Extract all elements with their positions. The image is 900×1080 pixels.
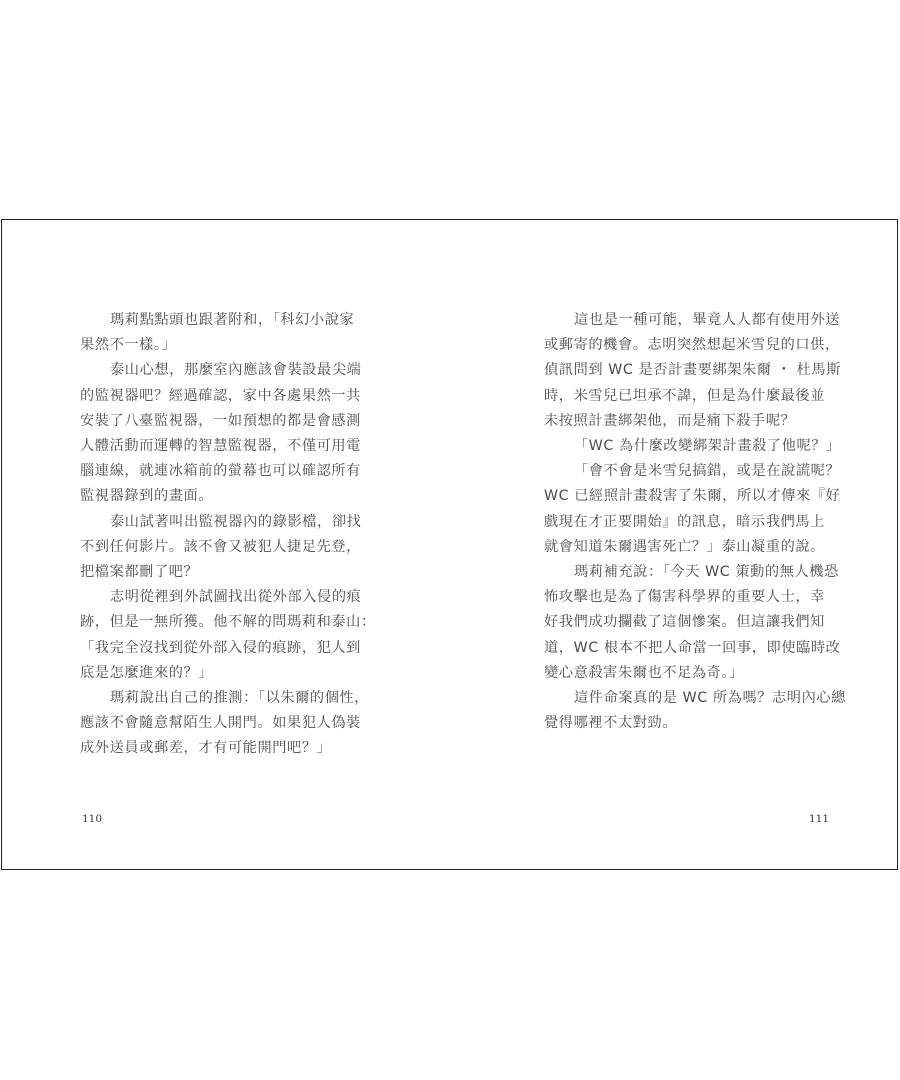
text-line: 「我完全沒找到從外部入侵的痕跡，犯人到 [80,639,361,656]
text-line: 偵訊問到 WC 是否計畫要綁架朱爾 ・ 杜馬斯 [544,362,841,379]
text-line: 安裝了八臺監視器，一如預想的都是會感測 [80,412,361,429]
text-line: 未按照計畫綁架他，而是痛下殺手呢？ [544,412,796,429]
text-line: 或郵寄的機會。志明突然想起米雪兒的口供， [544,337,840,354]
text-line: 時，米雪兒已坦承不諱，但是為什麼最後並 [544,387,825,404]
text-line: 瑪莉說出自己的推測：「以朱爾的個性， [110,690,370,707]
text-line: 泰山心想，那麼室內應該會裝設最尖端 [110,362,362,379]
text-line: WC 已經照計畫殺害了朱爾，所以才傳來『好 [544,488,841,505]
text-line: 變心意殺害朱爾也不足為奇。」 [544,664,744,681]
text-line: 不到任何影片。該不會又被犯人捷足先登， [80,538,361,555]
text-line: 瑪莉補充說：「今天 WC 策動的無人機恐 [574,564,839,581]
text-line: 把檔案都刪了吧？ [80,564,199,581]
text-line: 跡，但是一無所獲。他不解的問瑪莉和泰山： [80,614,376,631]
text-line: 「WC 為什麼改變綁架計畫殺了他呢？」 [574,438,841,455]
book-spread [1,219,898,870]
text-line: 好我們成功攔截了這個慘案。但這讓我們知 [544,614,825,631]
right-page-text [544,308,846,736]
page-number-left: 110 [82,813,103,825]
text-line: 監視器錄到的畫面。 [80,488,214,505]
text-line: 戲現在才正要開始』的訊息，暗示我們馬上 [544,513,825,530]
text-line: 這件命案真的是 WC 所為嗎？志明內心總 [574,690,846,707]
text-line: 瑪莉點點頭也跟著附和，「科幻小說家 [110,312,355,328]
text-line: 「會不會是米雪兒搞錯，或是在說謊呢？ [574,463,841,480]
text-line: 人體活動而運轉的智慧監視器，不僅可用電 [80,438,361,455]
text-line: 果然不一樣。」 [80,337,177,354]
text-line: 怖攻擊也是為了傷害科學界的重要人士，幸 [544,589,825,606]
text-line: 就會知道朱爾遇害死亡？」泰山凝重的說。 [544,538,825,555]
text-line: 腦連線，就連冰箱前的螢幕也可以確認所有 [80,463,361,480]
text-line: 底是怎麼進來的？」 [80,664,214,681]
text-line: 成外送員或郵差，才有可能開門吧？」 [80,740,332,757]
left-page [80,308,376,762]
left-page-text [80,308,376,762]
text-line: 覺得哪裡不太對勁。 [544,715,678,732]
text-line: 應該不會隨意幫陌生人開門。如果犯人偽裝 [80,715,361,732]
page-number-right: 111 [809,813,830,825]
text-line: 泰山試著叫出監視器內的錄影檔，卻找 [110,513,362,530]
text-line: 道，WC 根本不把人命當一回事，即使臨時改 [544,639,841,656]
right-page [544,308,846,736]
text-line: 的監視器吧？經過確認，家中各處果然一共 [80,387,361,404]
text-line: 志明從裡到外試圖找出從外部入侵的痕 [110,589,362,606]
text-line: 這也是一種可能，畢竟人人都有使用外送 [574,312,841,328]
